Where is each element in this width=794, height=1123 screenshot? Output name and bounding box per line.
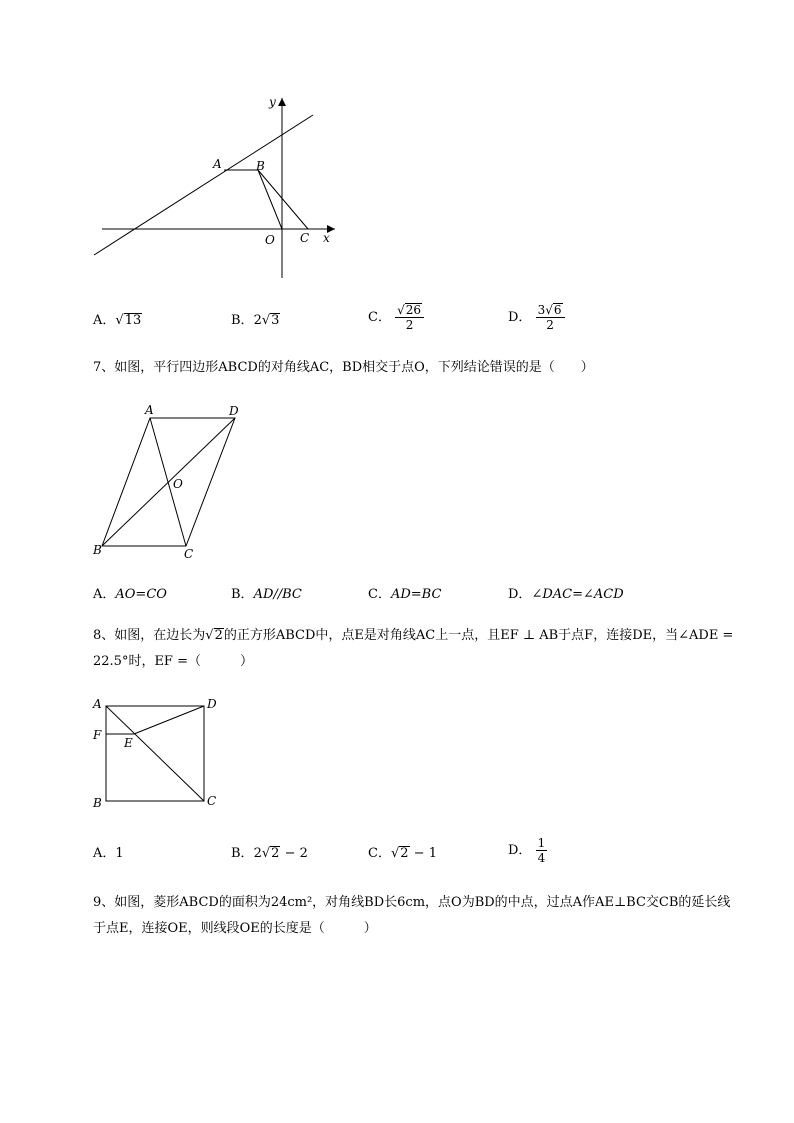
- q6-option-b: B．2√3: [231, 313, 280, 328]
- q7-label-d: D: [229, 404, 239, 418]
- question-7-text: 7、如图，平行四边形ABCD的对角线AC，BD相交于点O，下列结论错误的是（ ）: [93, 360, 594, 375]
- q6-option-d: D． $\frac{3√6}{2}$: [508, 303, 565, 332]
- q8-label-f: F: [93, 728, 102, 742]
- question-9-text: 9、如图，菱形ABCD的面积为24cm²，对角线BD长6cm，点O为BD的中点，过点A作AE⊥BC交CB的延长线于点E，连接OE，则线段OE的长度是（ ）: [93, 895, 731, 936]
- q8-option-a: A．1: [93, 846, 124, 861]
- q8-label-d: D: [207, 697, 217, 711]
- q8-label-e: E: [124, 736, 133, 750]
- q8-square-figure: [90, 692, 230, 817]
- q7-label-a: A: [145, 403, 154, 417]
- q8-label-c: C: [207, 794, 217, 808]
- q7-label-o: O: [173, 477, 183, 491]
- q8-option-d: D． $\frac{1}{4}$: [508, 836, 546, 865]
- q7-option-b: B．AD//BC: [231, 587, 302, 602]
- q8-label-b: B: [93, 796, 102, 810]
- q6-label-x: x: [323, 231, 330, 245]
- q7-label-c: C: [184, 547, 194, 561]
- q6-label-y: y: [269, 95, 276, 109]
- q7-option-a: A．AO=CO: [93, 587, 167, 602]
- q8-option-c: C．√2 − 1: [368, 846, 437, 861]
- q6-label-b: B: [256, 159, 265, 173]
- q7-parallelogram-figure: [90, 400, 260, 565]
- q6-label-c: C: [300, 231, 310, 245]
- q7-label-b: B: [93, 543, 102, 557]
- q6-label-o: O: [265, 233, 275, 247]
- q6-option-c: C． $\frac{√26}{2}$: [368, 303, 424, 332]
- q8-option-b: B．2√2 − 2: [231, 846, 308, 861]
- q8-label-a: A: [93, 697, 102, 711]
- q7-option-d: D．∠DAC=∠ACD: [508, 587, 624, 602]
- question-8-text: 8、如图，在边长为√2的正方形ABCD中，点E是对角线AC上一点，且EF ⊥ AB于点F，连接DE，当∠ADE = 22.5°时，EF =（ ）: [93, 628, 734, 669]
- q6-coordinate-figure: [90, 90, 350, 290]
- q7-option-c: C．AD=BC: [368, 587, 442, 602]
- q6-option-a: A．√13: [93, 313, 142, 328]
- q6-label-a: A: [213, 157, 222, 171]
